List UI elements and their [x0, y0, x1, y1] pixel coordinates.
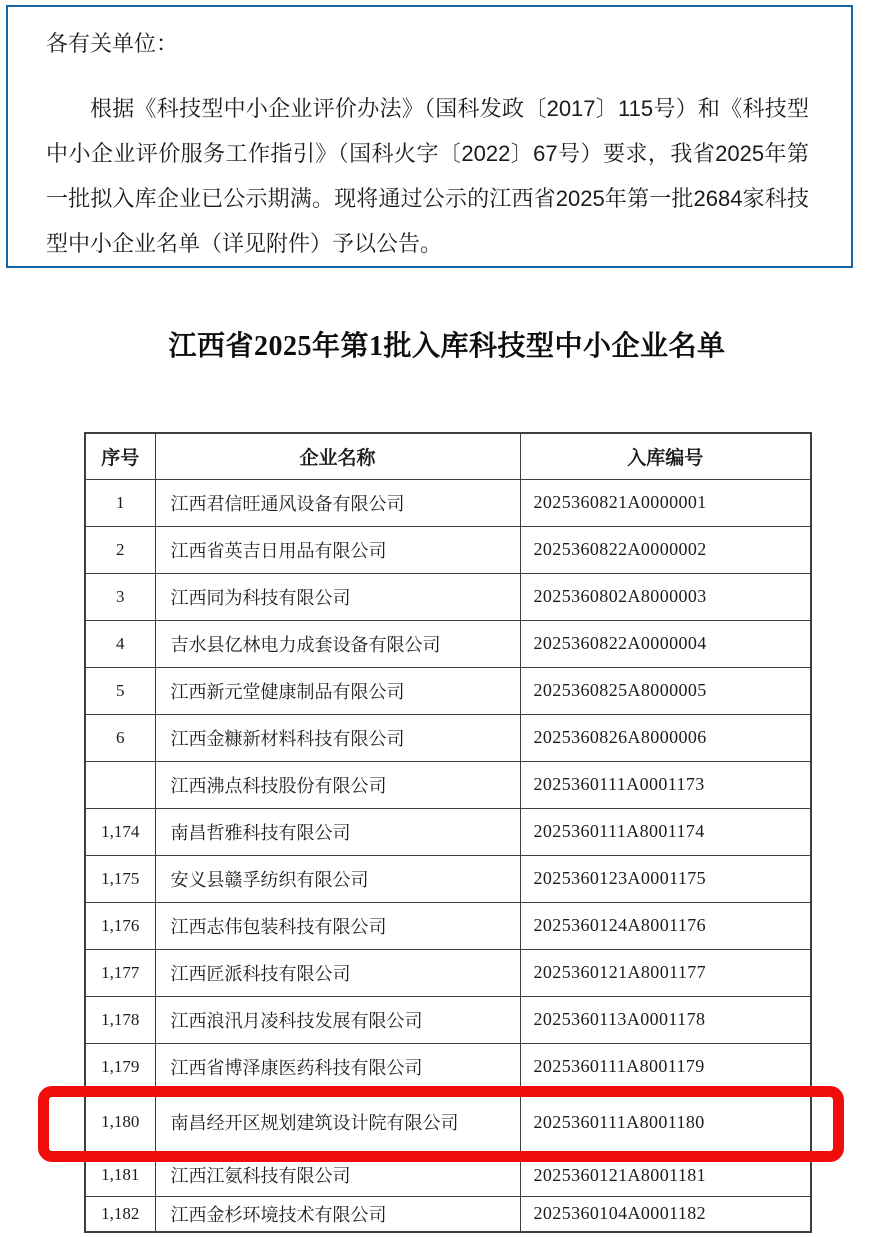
table-row — [85, 714, 811, 761]
table-row — [85, 902, 811, 949]
table-row — [85, 761, 811, 808]
company-table — [84, 432, 812, 1233]
registration-code-cell: 2025360111A8001180 — [520, 1090, 811, 1154]
table-row — [85, 573, 811, 620]
company-name-cell: 江西江氨科技有限公司 — [155, 1154, 520, 1196]
company-name-cell: 安义县赣孚纺织有限公司 — [155, 855, 520, 902]
table-row — [85, 620, 811, 667]
serial-cell: 1,182 — [85, 1196, 155, 1232]
serial-cell: 1,178 — [85, 996, 155, 1043]
company-name-cell: 江西金杉环境技术有限公司 — [155, 1196, 520, 1232]
registration-code-cell: 2025360825A8000005 — [520, 667, 811, 714]
table-row — [85, 1043, 811, 1090]
registration-code-cell: 2025360821A0000001 — [520, 479, 811, 526]
table-row — [85, 1196, 811, 1232]
table-row — [85, 949, 811, 996]
registration-code-cell: 2025360124A8001176 — [520, 902, 811, 949]
table-row — [85, 479, 811, 526]
serial-cell: 1,180 — [85, 1090, 155, 1154]
notice-box — [6, 5, 853, 268]
company-name-cell: 南昌经开区规划建筑设计院有限公司 — [155, 1090, 520, 1154]
serial-cell: 1,179 — [85, 1043, 155, 1090]
company-name-cell: 江西沸点科技股份有限公司 — [155, 761, 520, 808]
table-row — [85, 1154, 811, 1196]
list-title: 江西省2025年第1批入库科技型中小企业名单 — [168, 331, 726, 362]
table-row — [85, 526, 811, 573]
registration-code-cell: 2025360123A0001175 — [520, 855, 811, 902]
serial-cell: 5 — [85, 667, 155, 714]
company-name-cell: 江西同为科技有限公司 — [155, 573, 520, 620]
company-name-cell: 江西浪汛月凌科技发展有限公司 — [155, 996, 520, 1043]
serial-cell: 1,175 — [85, 855, 155, 902]
company-name-cell: 江西省博泽康医药科技有限公司 — [155, 1043, 520, 1090]
company-name-cell: 吉水县亿林电力成套设备有限公司 — [155, 620, 520, 667]
serial-cell: 1,174 — [85, 808, 155, 855]
table-header-row — [85, 433, 811, 479]
registration-code-cell: 2025360111A8001174 — [520, 808, 811, 855]
registration-code-cell: 2025360113A0001178 — [520, 996, 811, 1043]
company-name-cell: 江西君信旺通风设备有限公司 — [155, 479, 520, 526]
table-row — [85, 667, 811, 714]
registration-code-cell: 2025360111A8001179 — [520, 1043, 811, 1090]
column-header-registration-code: 入库编号 — [520, 433, 811, 479]
table-row — [85, 1090, 811, 1154]
company-name-cell: 江西志伟包装科技有限公司 — [155, 902, 520, 949]
serial-cell: 1,177 — [85, 949, 155, 996]
registration-code-cell: 2025360802A8000003 — [520, 573, 811, 620]
registration-code-cell: 2025360104A0001182 — [520, 1196, 811, 1232]
registration-code-cell: 2025360822A0000004 — [520, 620, 811, 667]
registration-code-cell: 2025360121A8001181 — [520, 1154, 811, 1196]
serial-cell: 1,181 — [85, 1154, 155, 1196]
registration-code-cell: 2025360826A8000006 — [520, 714, 811, 761]
serial-cell: 2 — [85, 526, 155, 573]
table-row — [85, 855, 811, 902]
serial-cell: 6 — [85, 714, 155, 761]
serial-cell — [85, 761, 155, 808]
registration-code-cell: 2025360121A8001177 — [520, 949, 811, 996]
serial-cell: 1 — [85, 479, 155, 526]
registration-code-cell: 2025360111A0001173 — [520, 761, 811, 808]
company-name-cell: 江西省英吉日用品有限公司 — [155, 526, 520, 573]
serial-cell: 4 — [85, 620, 155, 667]
company-name-cell: 江西匠派科技有限公司 — [155, 949, 520, 996]
table-row — [85, 996, 811, 1043]
notice-body-paragraph: 根据《科技型中小企业评价办法》（国科发政〔2017〕115号）和《科技型中小企业评价服务工作指引》（国科火字〔2022〕67号）要求，我省2025年第一批拟入库企业已公示期满。现将通过公示的江西省2025年第一批2684家科技型中小企业名单（详见附件）予以公告。 — [46, 96, 809, 256]
table-row — [85, 808, 811, 855]
company-name-cell: 江西新元堂健康制品有限公司 — [155, 667, 520, 714]
serial-cell: 3 — [85, 573, 155, 620]
salutation: 各有关单位： — [46, 31, 179, 56]
registration-code-cell: 2025360822A0000002 — [520, 526, 811, 573]
company-name-cell: 江西金糠新材料科技有限公司 — [155, 714, 520, 761]
serial-cell: 1,176 — [85, 902, 155, 949]
column-header-company-name: 企业名称 — [155, 433, 520, 479]
company-name-cell: 南昌哲雅科技有限公司 — [155, 808, 520, 855]
column-header-serial: 序号 — [85, 433, 155, 479]
